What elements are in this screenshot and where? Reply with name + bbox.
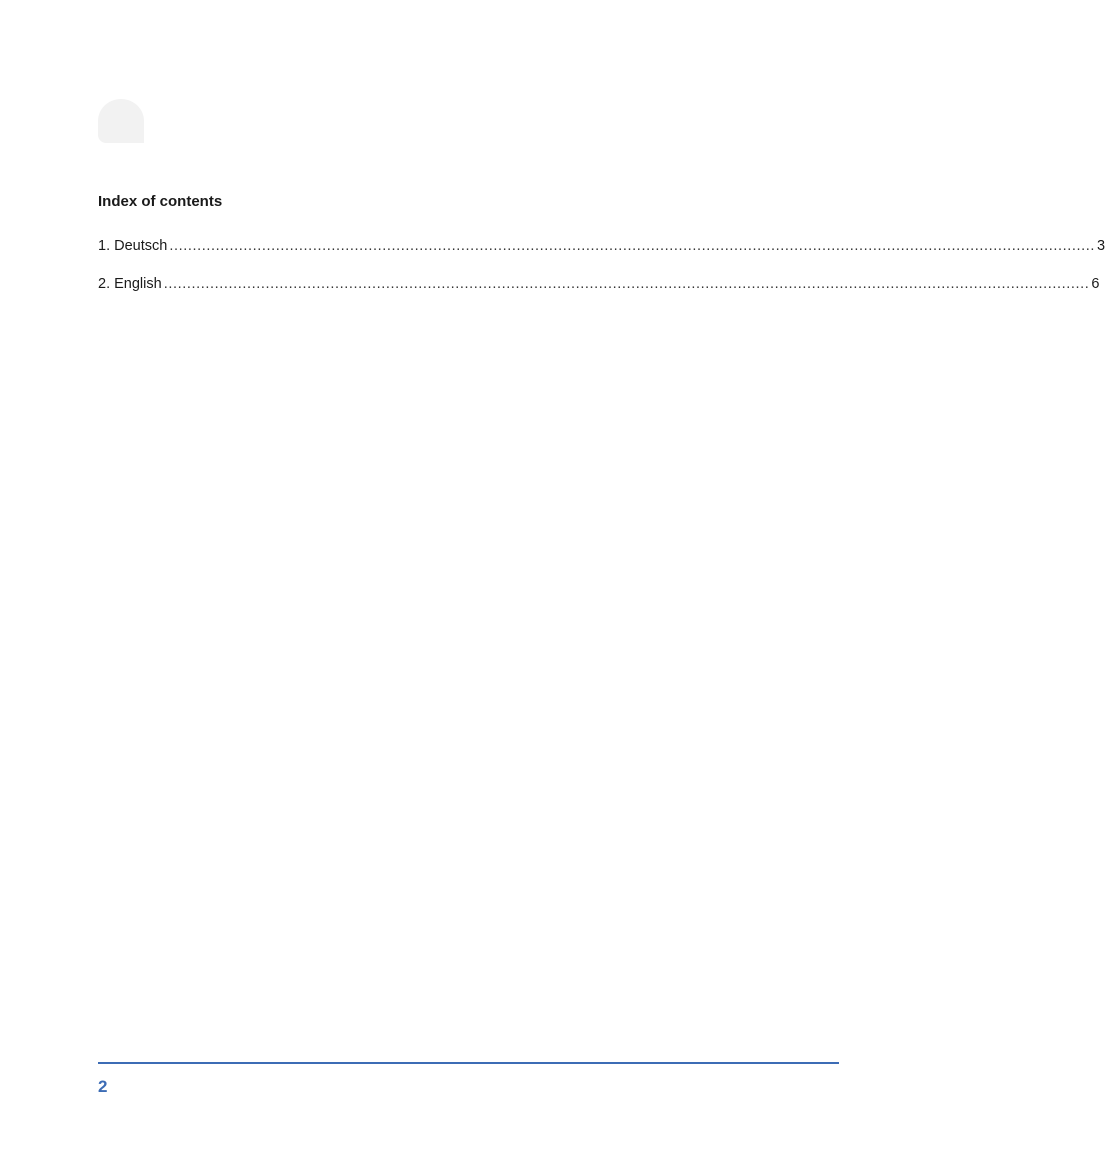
footer-divider xyxy=(98,1062,839,1064)
toc-entry[interactable] xyxy=(98,238,1105,257)
toc-entry[interactable] xyxy=(98,276,1100,295)
toc-entry-label: 1. Deutsch xyxy=(98,238,168,254)
toc-leader-dots: ........................................................................................................................................................................................................ xyxy=(169,238,1096,254)
toc-list xyxy=(98,238,1105,314)
page-number: 2 xyxy=(98,1077,108,1096)
brand-logo-icon xyxy=(98,99,144,143)
toc-entry-page: 6 xyxy=(1091,276,1100,292)
toc-leader-dots: ........................................................................................................................................................................................................ xyxy=(163,276,1090,292)
toc-entry-page: 3 xyxy=(1097,238,1105,254)
toc-title: Index of contents xyxy=(98,193,223,210)
toc-entry-label: 2. English xyxy=(98,276,162,292)
